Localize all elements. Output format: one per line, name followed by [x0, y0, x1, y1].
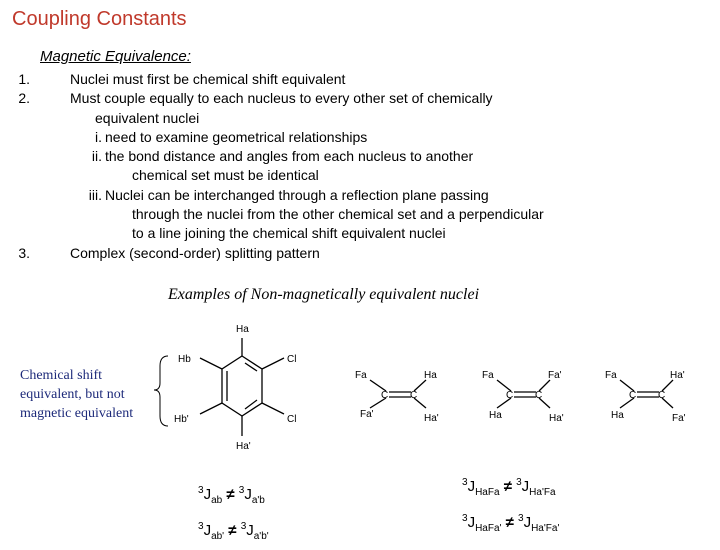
label: Ha	[424, 370, 437, 381]
label: Ha'	[549, 413, 564, 424]
sub-list-item-continuation: to a line joining the chemical shift equivalent nuclei	[132, 225, 446, 242]
benzene-structure	[200, 338, 284, 436]
coupling-inequalities-alkene	[462, 470, 559, 542]
inequality: $^3J_{ab} \ne ^3J_{a'b}$	[198, 485, 265, 506]
label-cl: Cl	[287, 354, 297, 365]
sub-list-item-continuation: through the nuclei from the other chemical set and a perpendicular	[132, 206, 544, 223]
label: Fa'	[548, 370, 562, 381]
carbon-label: C	[506, 390, 514, 401]
brace	[154, 356, 168, 426]
carbon-label: C	[381, 390, 389, 401]
label: Fa	[482, 370, 494, 381]
label: Ha	[489, 410, 502, 421]
list-item: 1. Nuclei must first be chemical shift equivalent	[18, 71, 346, 87]
carbon-label: C	[410, 390, 418, 401]
label: Ha'	[670, 370, 685, 381]
label-ha-prime: Ha'	[236, 441, 251, 452]
alkene-1-structure	[370, 380, 426, 408]
label: Fa	[605, 370, 617, 381]
label: Ha	[611, 410, 624, 421]
inequality: $^3J_{ab'} \ne ^3J_{a'b'}$	[198, 521, 269, 542]
examples-caption: Examples of Non-magnetically equivalent nuclei	[168, 286, 480, 303]
carbon-label: C	[658, 390, 666, 401]
coupling-inequalities-benzene	[198, 478, 269, 550]
inequality: $^3J_{HaFa} \ne ^3J_{Ha'Fa}$	[462, 477, 556, 498]
label-cl: Cl	[287, 414, 297, 425]
side-note: Chemical shift equivalent, but not magnetic equivalent	[20, 368, 134, 421]
label: Ha'	[424, 413, 439, 424]
sub-list-item-continuation: chemical set must be identical	[132, 167, 319, 184]
page-title: Coupling Constants	[12, 8, 187, 30]
inequality: $^3J_{HaFa'} \ne ^3J_{Ha'Fa'}$	[462, 513, 560, 534]
sub-list-item: iii. Nuclei can be interchanged through a reflection plane passing	[88, 186, 489, 203]
label: Fa'	[360, 409, 374, 420]
label-ha: Ha	[236, 324, 249, 335]
sub-list-item: ii. the bond distance and angles from each nucleus to another	[91, 148, 474, 165]
section-heading: Magnetic Equivalence:	[40, 48, 191, 65]
carbon-label: C	[535, 390, 543, 401]
label-hb-prime: Hb'	[174, 414, 189, 425]
label-hb: Hb	[178, 354, 191, 365]
list-item: 2. Must couple equally to each nucleus to every other set of chemically	[18, 90, 493, 107]
list-item-continuation: equivalent nuclei	[95, 109, 200, 126]
label: Fa	[355, 370, 367, 381]
carbon-label: C	[629, 390, 637, 401]
sub-list-item: i. need to examine geometrical relationships	[95, 128, 368, 145]
list-item: 3. Complex (second-order) splitting pattern	[18, 244, 320, 261]
label: Fa'	[672, 413, 686, 424]
